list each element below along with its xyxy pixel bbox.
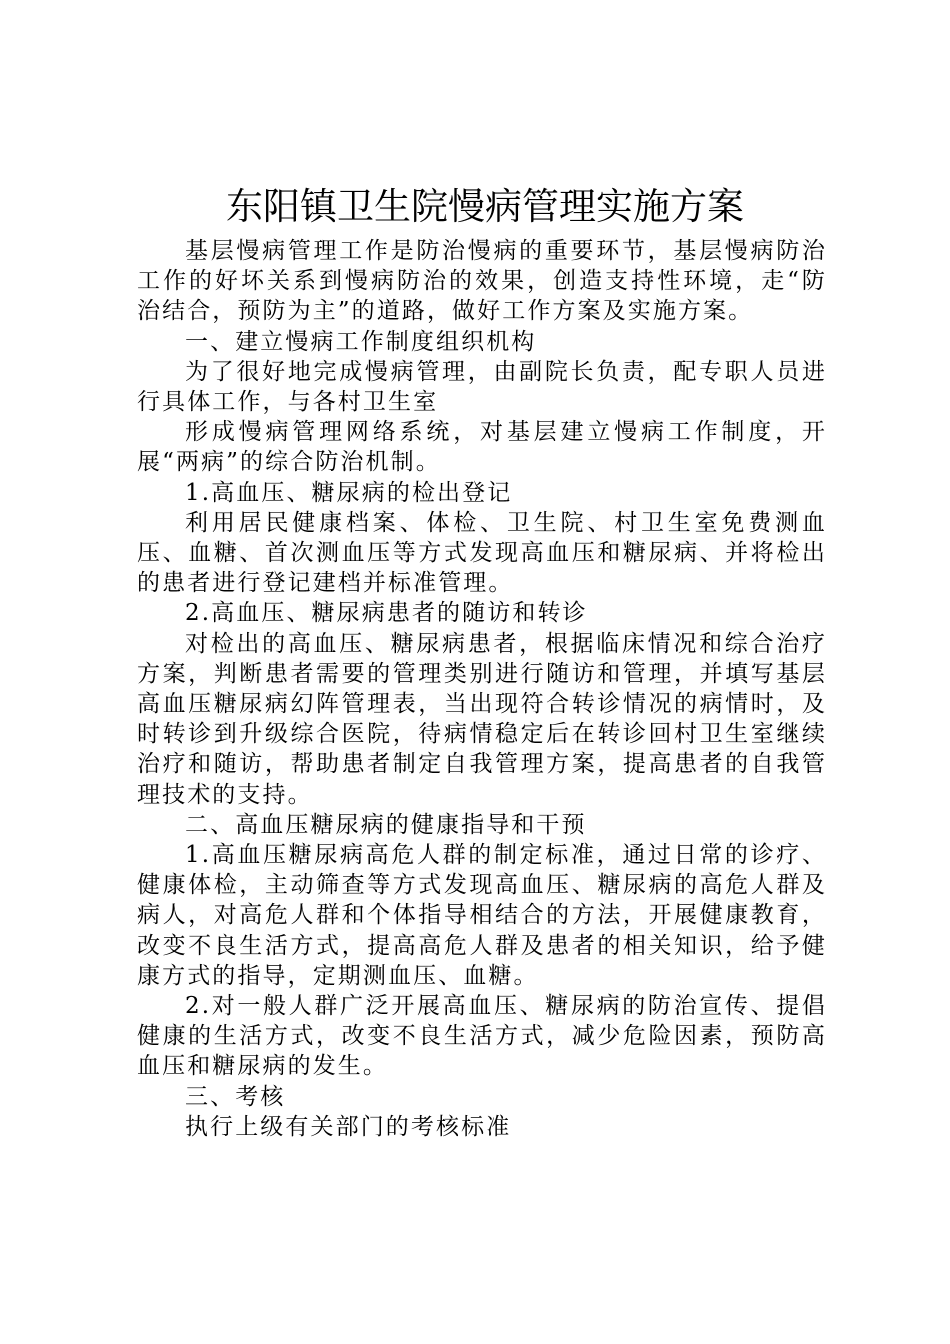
section-2-item-2: 2.对一般人群广泛开展高血压、糖尿病的防治宣传、提倡健康的生活方式，改变不良生活方式，减少危险因素，预防高血压和糖尿病的发生。 (137, 993, 827, 1080)
section-heading-1: 一、建立慢病工作制度组织机构 (185, 328, 537, 355)
subsection-1-2-body: 对检出的高血压、糖尿病患者，根据临床情况和综合治疗方案，判断患者需要的管理类别进行随访和管理，并填写基层高血压糖尿病幻阵管理表，当出现符合转诊情况的病情时，及时转诊到升级综合医院，待病情稳定后在转诊回村卫生室继续治疗和随访，帮助患者制定自我管理方案，提高患者的自我管理技术的支持。 (137, 630, 827, 808)
subsection-1-1-body: 利用居民健康档案、体检、卫生院、村卫生室免费测血压、血糖、首次测血压等方式发现高血压和糖尿病、并将检出的患者进行登记建档并标准管理。 (137, 509, 827, 597)
subsection-heading-1-2: 2.高血压、糖尿病患者的随访和转诊 (185, 600, 588, 627)
intro-paragraph: 基层慢病管理工作是防治慢病的重要环节，基层慢病防治工作的好坏关系到慢病防治的效果，创造支持性环境，走“防治结合，预防为主”的道路，做好工作方案及实施方案。 (137, 238, 827, 325)
document-page (137, 185, 827, 1142)
section-3-body: 执行上级有关部门的考核标准 (185, 1113, 512, 1140)
section-1-paragraph-1: 为了很好地完成慢病管理，由副院长负责，配专职人员进行具体工作，与各村卫生室 (137, 358, 827, 416)
subsection-heading-1-1: 1.高血压、糖尿病的检出登记 (185, 479, 513, 506)
section-2-item-1: 1.高血压糖尿病高危人群的制定标准，通过日常的诊疗、健康体检，主动筛查等方式发现高血压、糖尿病的高危人群及病人，对高危人群和个体指导相结合的方法，开展健康教育，改变不良生活方式，提高高危人群及患者的相关知识，给予健康方式的指导，定期测血压、血糖。 (137, 842, 827, 989)
section-heading-3: 三、考核 (185, 1083, 286, 1110)
section-heading-2: 二、高血压糖尿病的健康指导和干预 (185, 811, 587, 838)
document-title: 东阳镇卫生院慢病管理实施方案 (226, 185, 744, 228)
section-1-paragraph-2: 形成慢病管理网络系统，对基层建立慢病工作制度，开展“两病”的综合防治机制。 (137, 419, 827, 476)
